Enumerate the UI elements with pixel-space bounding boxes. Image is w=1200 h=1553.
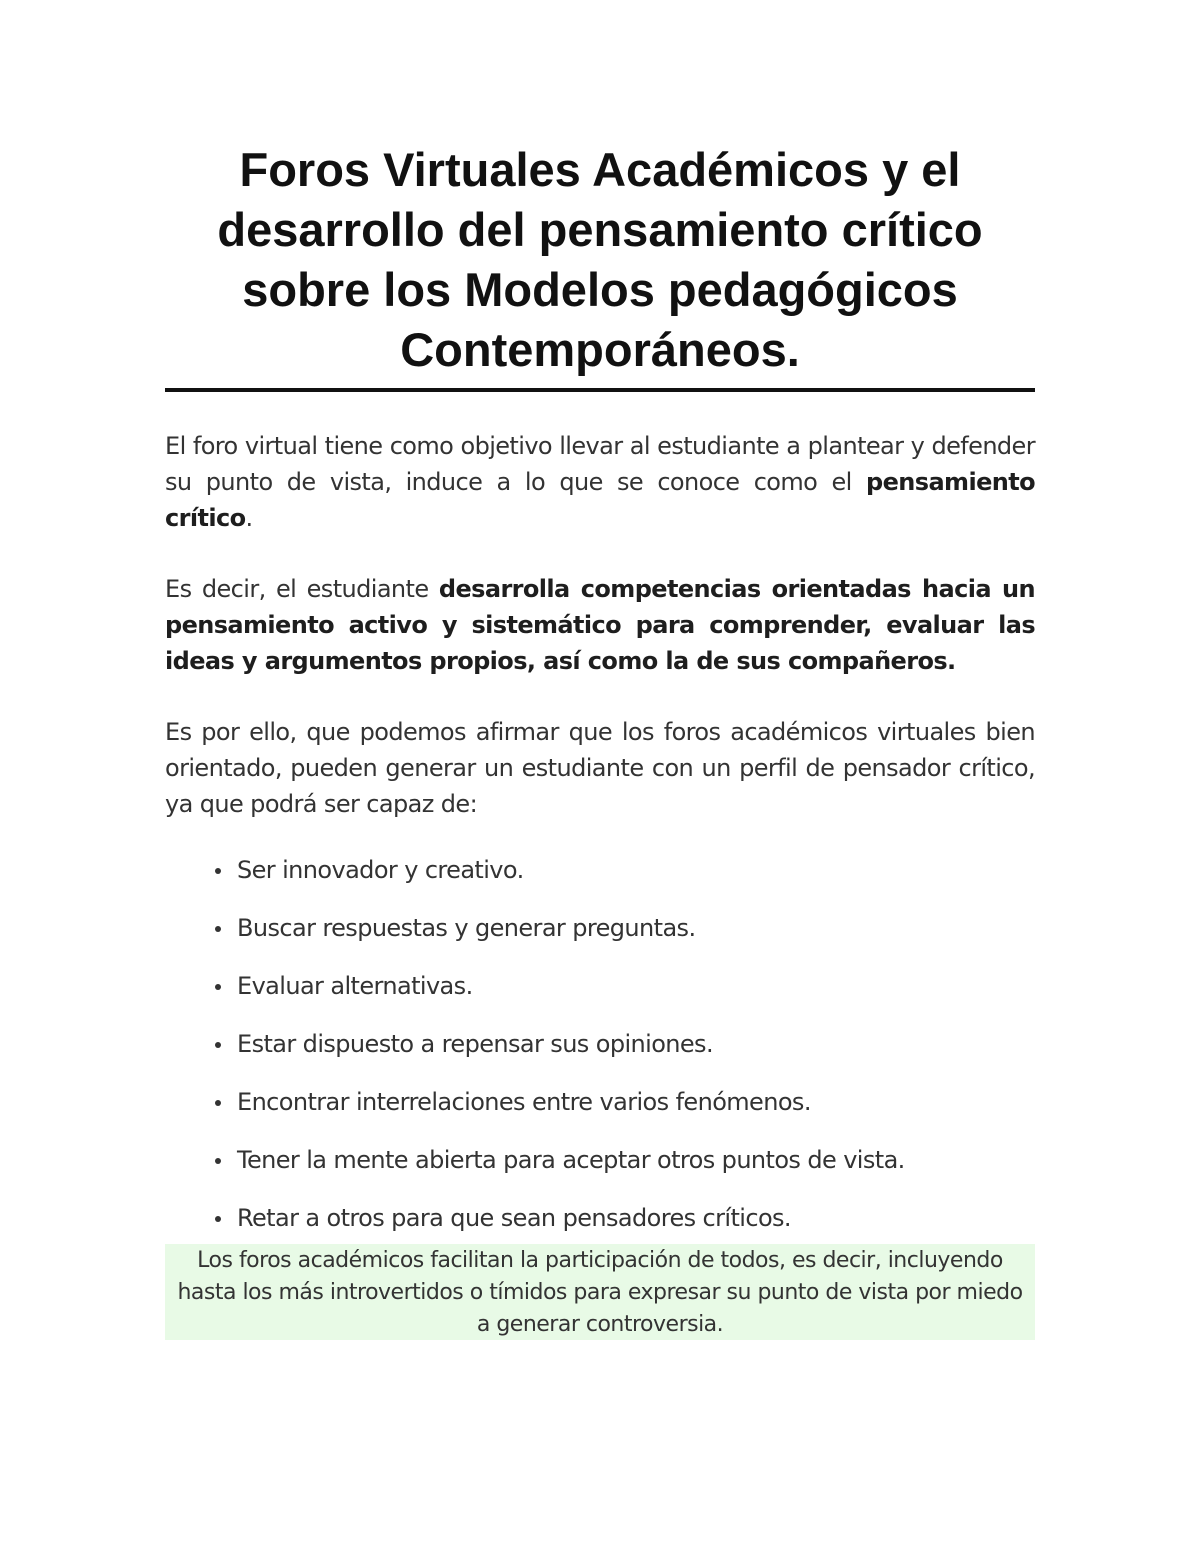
paragraph-competencies-bold: desarrolla competencias orientadas hacia un pensamiento activo y sistemático para comprender, evaluar las ideas y argumentos propios, así como la de sus compañeros. <box>165 575 1035 675</box>
paragraph-objective-end: . <box>245 504 253 532</box>
paragraph-objective <box>165 428 1035 536</box>
list-item <box>165 852 1035 888</box>
bullet-icon <box>215 1100 221 1106</box>
bullet-icon <box>215 868 221 874</box>
capabilities-list <box>165 852 1035 1236</box>
paragraph-critical-thinker: Es por ello, que podemos afirmar que los foros académicos virtuales bien orientado, pueden generar un estudiante con un perfil de pensador crítico, ya que podrá ser capaz de: <box>165 718 1035 818</box>
list-item-text: Ser innovador y creativo. <box>237 856 524 884</box>
bullet-icon <box>215 1216 221 1222</box>
list-item <box>165 1200 1035 1236</box>
paragraph-objective-bold: pensamiento crítico <box>165 468 1035 532</box>
list-item <box>165 1084 1035 1120</box>
paragraph-competencies-text: Es decir, el estudiante <box>165 575 439 603</box>
bullet-icon <box>215 984 221 990</box>
paragraph-objective-text: El foro virtual tiene como objetivo llevar al estudiante a plantear y defender su punto de vista, induce a lo que se conoce como el <box>165 432 1035 496</box>
list-item-text: Buscar respuestas y generar preguntas. <box>237 914 696 942</box>
highlight-callout: Los foros académicos facilitan la participación de todos, es decir, incluyendo hasta los más introvertidos o tímidos para expresar su punto de vista por miedo a generar controversia. <box>165 1244 1035 1340</box>
list-item-text: Retar a otros para que sean pensadores críticos. <box>237 1204 791 1232</box>
document-page <box>165 140 1035 1258</box>
bullet-icon <box>215 1042 221 1048</box>
list-item <box>165 1026 1035 1062</box>
bullet-icon <box>215 926 221 932</box>
list-item <box>165 1142 1035 1178</box>
paragraph-competencies <box>165 571 1035 679</box>
list-item <box>165 910 1035 946</box>
list-item-text: Estar dispuesto a repensar sus opiniones. <box>237 1030 713 1058</box>
list-item-text: Tener la mente abierta para aceptar otros puntos de vista. <box>237 1146 905 1174</box>
bullet-icon <box>215 1158 221 1164</box>
list-item <box>165 968 1035 1004</box>
list-item-text: Evaluar alternativas. <box>237 972 473 1000</box>
list-item-text: Encontrar interrelaciones entre varios fenómenos. <box>237 1088 811 1116</box>
document-title: Foros Virtuales Académicos y el desarrollo del pensamiento crítico sobre los Modelos pedagógicos Contemporáneos. <box>165 140 1035 392</box>
